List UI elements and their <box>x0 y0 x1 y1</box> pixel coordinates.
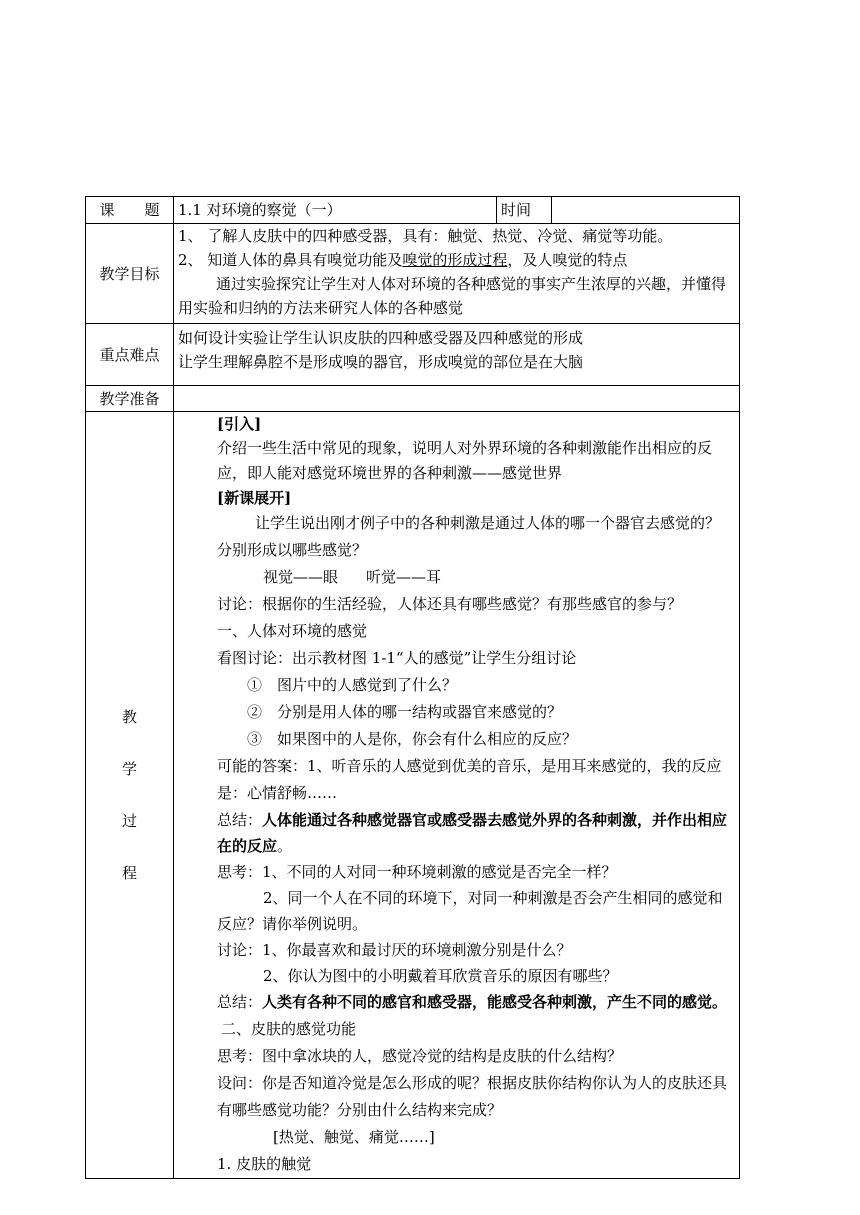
time-value <box>552 197 740 224</box>
section-2-title: 二、皮肤的感觉功能 <box>221 1020 357 1038</box>
intro-text: 介绍一些生活中常见的现象，说明人对外界环境的各种刺激能作出相应的反应，即人能对感觉环境世界的各种刺激——感觉世界 <box>217 439 713 482</box>
goals-row <box>86 224 740 324</box>
prep-row <box>86 386 740 412</box>
keypoints-row <box>86 324 740 386</box>
question-2: ② 分别是用人体的哪一结构或器官来感觉的？ <box>247 703 563 721</box>
lesson-plan-table <box>85 196 740 1179</box>
intro-title: [引入] <box>217 415 262 433</box>
keypoint-line-2: 让学生理解鼻腔不是形成嗅的器官，形成嗅觉的部位是在大脑 <box>178 353 584 371</box>
keypoints-label: 重点难点 <box>86 324 174 386</box>
new-lesson-text: 让学生说出刚才例子中的各种刺激是通过人体的哪一个器官去感觉的？分别形成以哪些感觉？ <box>217 514 721 559</box>
prep-value <box>174 386 740 412</box>
question-3: ③ 如果图中的人是你，你会有什么相应的反应？ <box>247 730 578 748</box>
goals-content <box>174 224 740 324</box>
process-row <box>86 412 740 1179</box>
think-3: 思考：图中拿冰块的人，感觉冷觉的结构是皮肤的什么结构？ <box>217 1047 623 1065</box>
think-1: 思考：1、不同的人对同一种环境刺激的感觉是否完全一样？ <box>217 863 617 881</box>
process-content <box>174 412 740 1179</box>
look-discuss: 看图讨论：出示教材图 1-1“人的感觉”让学生分组讨论 <box>217 649 577 667</box>
process-label: 教 学 过 程 <box>86 412 174 1179</box>
keypoints-content <box>174 324 740 386</box>
discuss-2b: 2、你认为图中的小明戴着耳欣赏音乐的原因有哪些？ <box>263 967 618 985</box>
summary-2: 总结：人类有各种不同的感官和感受器，能感受各种刺激，产生不同的感觉。 <box>217 993 728 1011</box>
new-lesson-title: [新课展开] <box>217 489 292 507</box>
topic-row <box>86 197 740 224</box>
summary-1: 总结：人体能通过各种感觉器官或感受器去感觉外界的各种刺激，并作出相应在的反应。 <box>217 811 728 855</box>
prep-label: 教学准备 <box>86 386 174 412</box>
keypoint-line-1: 如何设计实验让学生认识皮肤的四种感受器及四种感觉的形成 <box>178 329 584 347</box>
think-2: 2、同一个人在不同的环境下，对同一种刺激是否会产生相同的感觉和反应？请你举例说明。 <box>217 889 723 933</box>
bracket-answer: [热觉、触觉、痛觉……] <box>273 1128 435 1146</box>
goal-underlined: 嗅觉的形成过程 <box>402 251 508 269</box>
topic-value: 1.1 对环境的察觉（一） <box>174 197 497 224</box>
discuss-2a: 讨论：1、你最喜欢和最讨厌的环境刺激分别是什么？ <box>217 941 572 959</box>
goals-label: 教学目标 <box>86 224 174 324</box>
discuss-1: 讨论：根据你的生活经验，人体还具有哪些感觉？有那些感官的参与？ <box>217 595 683 613</box>
topic-label: 课 题 <box>86 197 174 224</box>
goal-line-1: 1、 了解人皮肤中的四种感受器，具有：触觉、热觉、冷觉、痛觉等功能。 <box>178 227 673 245</box>
possible-answer: 可能的答案：1、听音乐的人感觉到优美的音乐，是用耳来感觉的，我的反应是：心情舒畅…… <box>217 757 722 802</box>
goal-line-2: 2、 知道人体的鼻具有嗅觉功能及嗅觉的形成过程，及人嗅觉的特点 <box>178 251 628 269</box>
section-1-title: 一、人体对环境的感觉 <box>217 622 368 640</box>
item-1: 1. 皮肤的触觉 <box>217 1155 312 1173</box>
question-1: ① 图片中的人感觉到了什么？ <box>247 676 458 694</box>
ask-question: 设问：你是否知道冷觉是怎么形成的呢？根据皮肤你结构你认为人的皮肤还具有哪些感觉功能？分别由什么结构来完成？ <box>217 1074 728 1119</box>
goal-line-3: 通过实验探究让学生对人体对环境的各种感觉的事实产生浓厚的兴趣，并懂得用实验和归纳的方法来研究人体的各种感觉 <box>178 275 727 317</box>
time-label: 时间 <box>497 197 552 224</box>
senses-line: 视觉——眼 听觉——耳 <box>263 568 442 586</box>
